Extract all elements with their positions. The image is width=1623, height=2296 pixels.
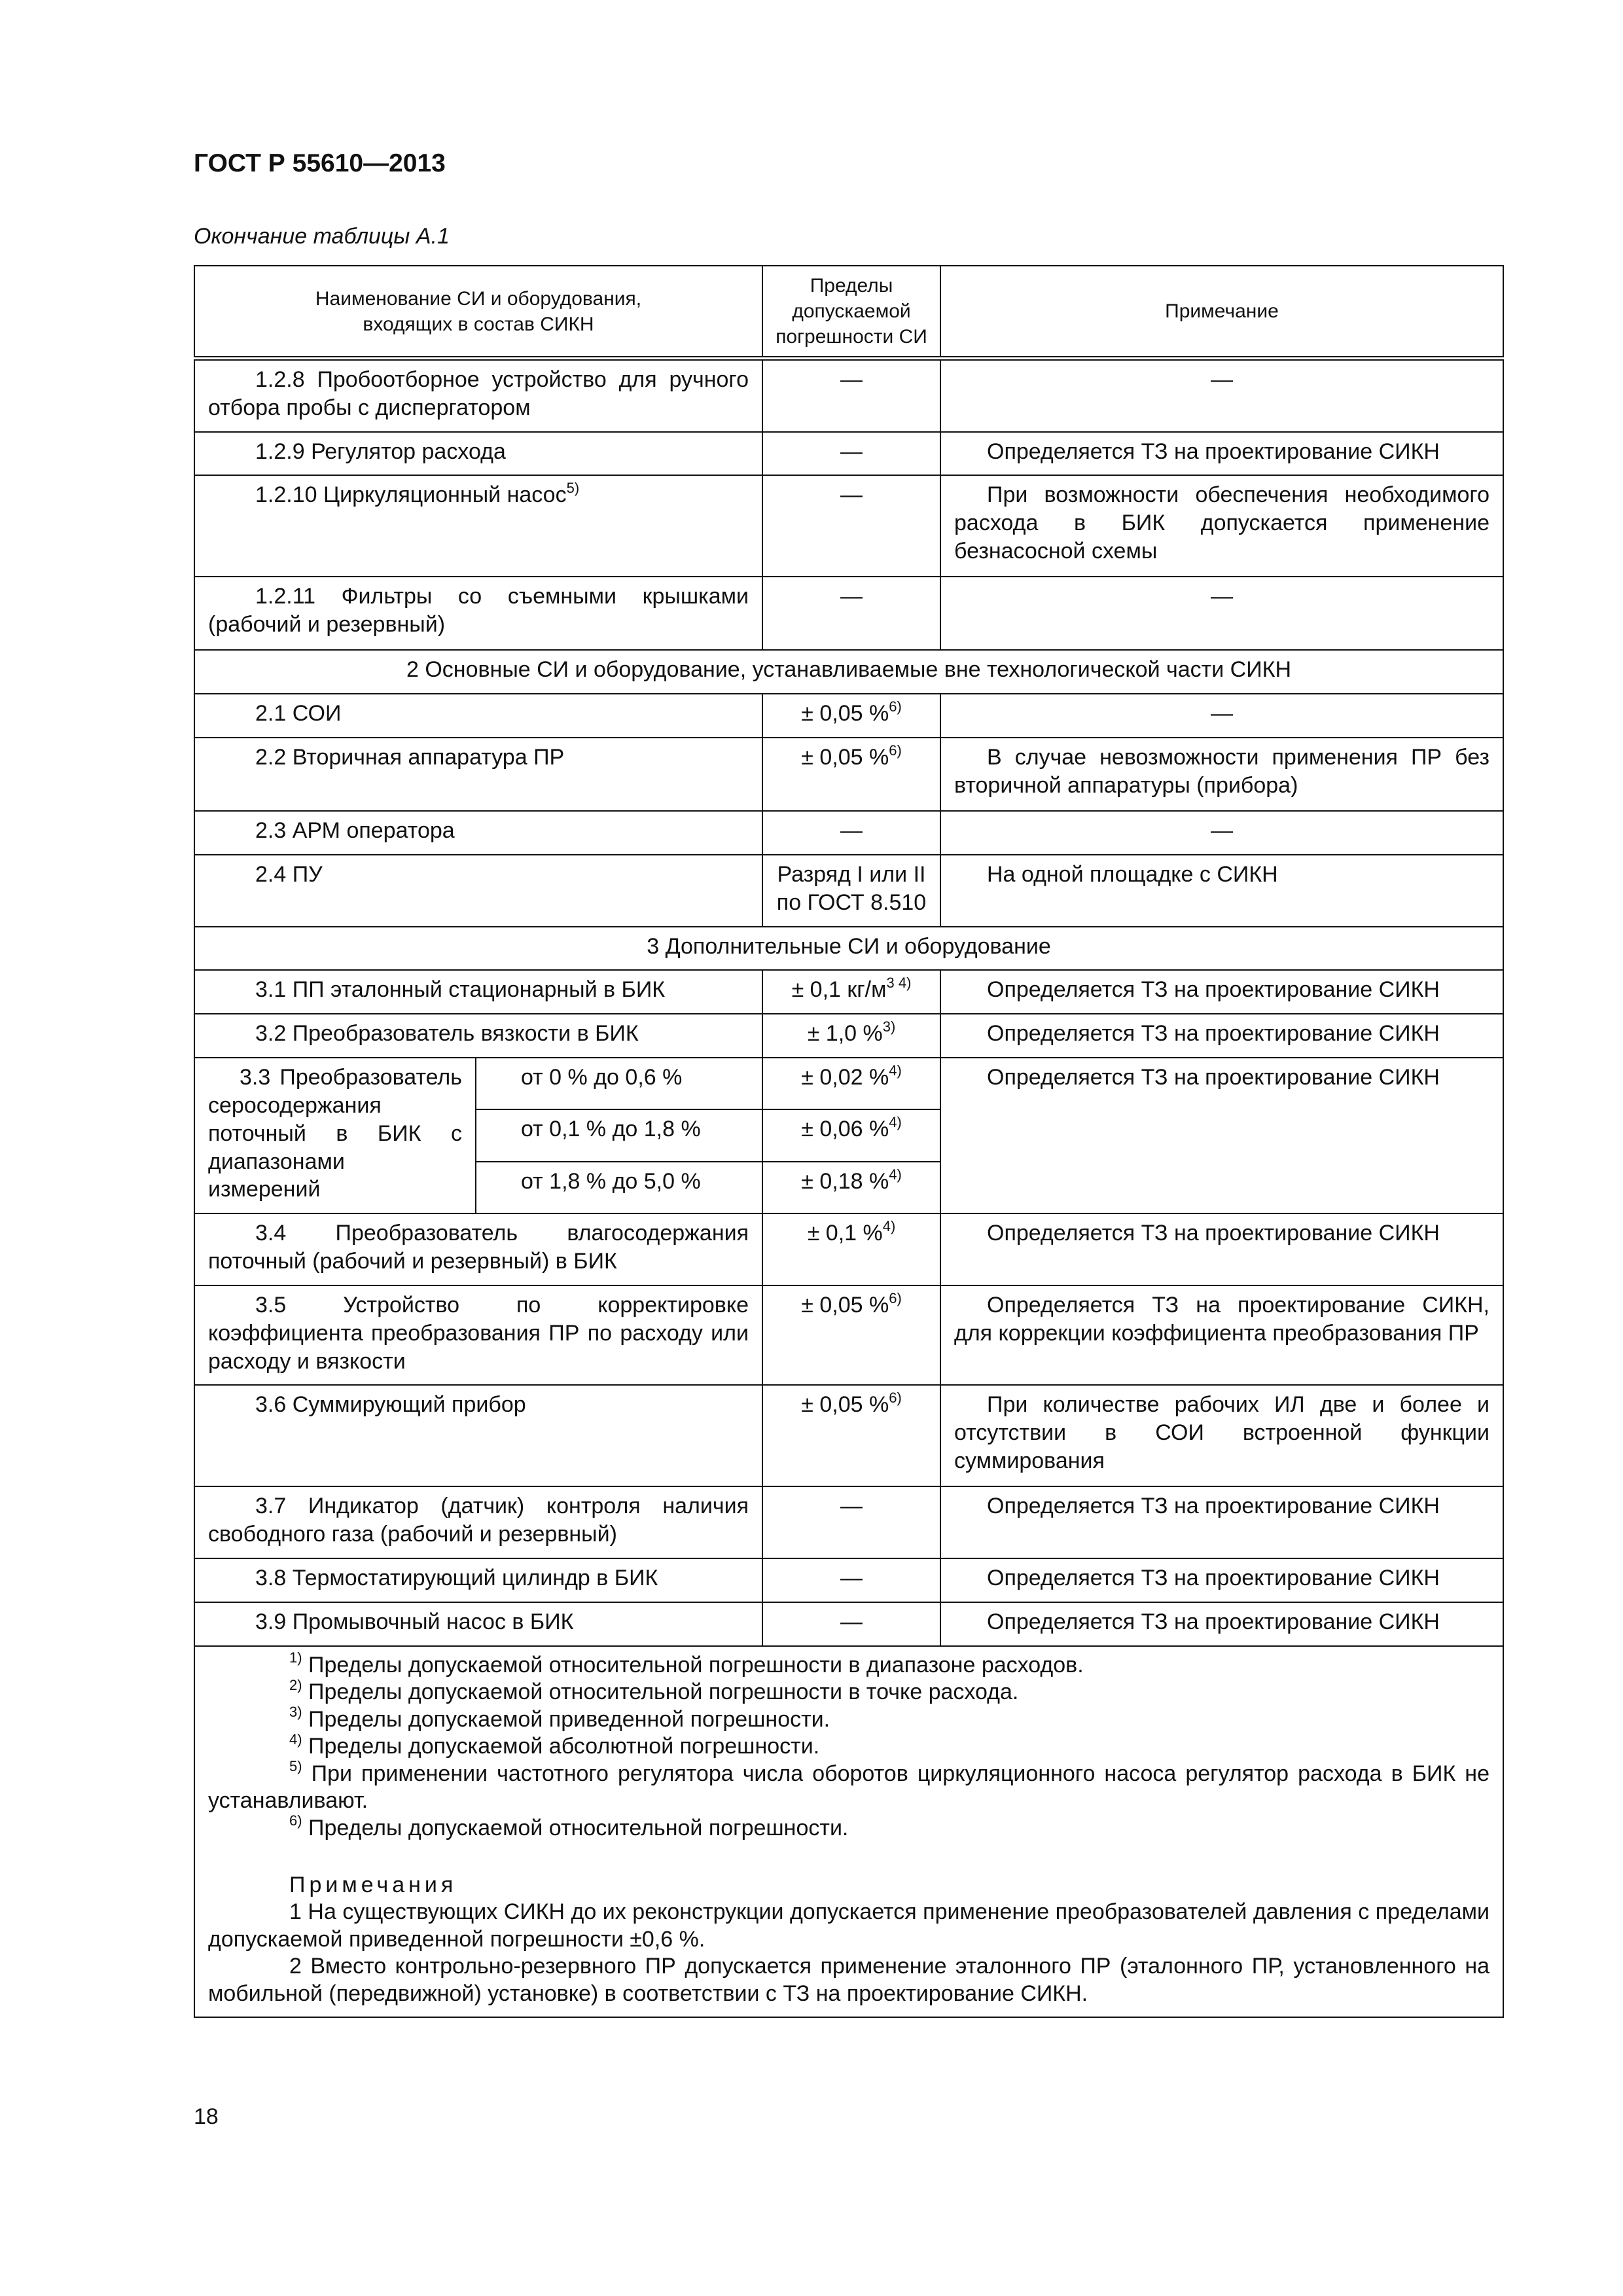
footnote-text: Пределы допускаемой абсолютной погрешности. [308, 1734, 820, 1759]
row-note: — [940, 577, 1503, 650]
table-row [194, 1602, 1503, 1646]
section-heading: 2 Основные СИ и оборудование, устанавливаемые вне технологической части СИКН [194, 650, 1503, 694]
table-row [194, 811, 1503, 855]
row-name: 3.1 ПП эталонный стационарный в БИК [194, 970, 762, 1014]
row-note: Определяется ТЗ на проектирование СИКН [940, 1014, 1503, 1058]
row-note: Определяется ТЗ на проектирование СИКН [940, 432, 1503, 476]
range-cell: от 0 % до 0,6 % [476, 1058, 762, 1109]
section-row [194, 927, 1503, 971]
row-note: Определяется ТЗ на проектирование СИКН [940, 1486, 1503, 1558]
footnote-text: Пределы допускаемой относительной погрешности в диапазоне расходов. [308, 1652, 1084, 1677]
table-row [194, 1014, 1503, 1058]
footnote [208, 1758, 1489, 1815]
row-note: — [940, 359, 1503, 432]
footnote-text: При применении частотного регулятора числа оборотов циркуляционного насоса регулятор расхода в БИК не устанавливают. [208, 1761, 1489, 1814]
section-heading: 3 Дополнительные СИ и оборудование [194, 927, 1503, 971]
table-row [194, 855, 1503, 927]
row-note: Определяется ТЗ на проектирование СИКН [940, 1558, 1503, 1602]
column-header-note: Примечание [940, 266, 1503, 359]
row-name: 1.2.9 Регулятор расхода [194, 432, 762, 476]
row-error: — [762, 1486, 940, 1558]
table-row [194, 577, 1503, 650]
footnote [208, 1676, 1489, 1706]
table-row [194, 432, 1503, 476]
row-error [762, 1058, 940, 1109]
table-row [194, 970, 1503, 1014]
note-paragraph: 1 На существующих СИКН до их реконструкции допускается применение преобразователей давления с пределами допускаемой приведенной погрешности ±0,6 %. [208, 1899, 1489, 1952]
footnote-mark: 6) [289, 1812, 302, 1829]
footnote-text: Пределы допускаемой относительной погрешности. [308, 1815, 849, 1840]
row-name: 2.1 СОИ [194, 694, 762, 738]
footnotes-row [194, 1646, 1503, 2018]
footnote-ref: 4) [889, 1062, 902, 1079]
row-note: В случае невозможности применения ПР без вторичной аппаратуры (прибора) [940, 738, 1503, 811]
column-header-error: Пределы допускаемой погрешности СИ [762, 266, 940, 359]
footnote [208, 1812, 1489, 1842]
row-name: 3.2 Преобразователь вязкости в БИК [194, 1014, 762, 1058]
footnote [208, 1733, 1489, 1760]
row-error-text: ± 0,1 % [807, 1221, 883, 1246]
footnote [208, 1706, 1489, 1733]
footnote-ref: 4) [882, 1217, 896, 1234]
row-name [194, 475, 762, 577]
page-number: 18 [194, 2104, 219, 2129]
row-name: 3.4 Преобразователь влагосодержания поточный (рабочий и резервный) в БИК [194, 1213, 762, 1285]
row-error [762, 738, 940, 811]
column-header-name: Наименование СИ и оборудования, входящих в состав СИКН [194, 266, 762, 359]
row-error: — [762, 1602, 940, 1646]
footnote-mark: 3) [289, 1704, 302, 1721]
row-name: 3.3 Преобразователь серосодержания поточный в БИК с диапазонами измерений [194, 1058, 476, 1213]
notes-title: Примечания [289, 1872, 457, 1897]
row-note: На одной площадке с СИКН [940, 855, 1503, 927]
document-number: ГОСТ Р 55610—2013 [194, 149, 446, 177]
row-error [762, 1162, 940, 1213]
row-name: 1.2.8 Пробоотборное устройство для ручного отбора пробы с диспергатором [194, 359, 762, 432]
row-name: 3.7 Индикатор (датчик) контроля наличия свободного газа (рабочий и резервный) [194, 1486, 762, 1558]
table-row [194, 475, 1503, 577]
row-error [762, 694, 940, 738]
range-cell: от 0,1 % до 1,8 % [476, 1109, 762, 1161]
row-error [762, 1014, 940, 1058]
row-error [762, 970, 940, 1014]
footnote-mark: 5) [289, 1758, 302, 1775]
row-note: — [940, 811, 1503, 855]
row-error [762, 1285, 940, 1385]
row-name: 3.5 Устройство по корректировке коэффициента преобразования ПР по расходу или расходу и вязкости [194, 1285, 762, 1385]
footnote-ref: 6) [889, 698, 902, 715]
table-caption: Окончание таблицы А.1 [194, 224, 450, 249]
table-row [194, 1385, 1503, 1486]
footnote-mark: 2) [289, 1676, 302, 1693]
footnote-ref: 6) [889, 1289, 902, 1306]
note-paragraph: 2 Вместо контрольно-резервного ПР допускается применение эталонного ПР (эталонного ПР, установленного на мобильной (передвижной) установке) в соответствии с ТЗ на проектирование СИКН. [208, 1954, 1489, 2006]
row-name: 2.4 ПУ [194, 855, 762, 927]
row-error-text: ± 0,02 % [801, 1065, 889, 1090]
row-error: — [762, 359, 940, 432]
table-header-row [194, 266, 1503, 359]
row-error-text: ± 0,05 % [801, 1292, 889, 1318]
footnote-ref: 4) [889, 1114, 902, 1131]
row-name: 3.6 Суммирующий прибор [194, 1385, 762, 1486]
row-error: — [762, 475, 940, 577]
footnote-ref: 4) [889, 1166, 902, 1183]
footnotes-cell [194, 1646, 1503, 2018]
footnote [208, 1649, 1489, 1679]
row-note: При возможности обеспечения необходимого расхода в БИК допускается применение безнасосной схемы [940, 475, 1503, 577]
row-error: — [762, 811, 940, 855]
row-note: Определяется ТЗ на проектирование СИКН, для коррекции коэффициента преобразования ПР [940, 1285, 1503, 1385]
row-note: Определяется ТЗ на проектирование СИКН [940, 1213, 1503, 1285]
row-name: 2.3 АРМ оператора [194, 811, 762, 855]
table-row [194, 1558, 1503, 1602]
row-name: 1.2.11 Фильтры со съемными крышками (рабочий и резервный) [194, 577, 762, 650]
table-row [194, 1058, 1503, 1109]
row-error [762, 1213, 940, 1285]
row-name: 3.9 Промывочный насос в БИК [194, 1602, 762, 1646]
equipment-table [194, 265, 1504, 2018]
row-error-text: ± 0,1 кг/м [791, 977, 887, 1003]
row-error-text: ± 1,0 % [807, 1021, 883, 1047]
row-error-text: ± 0,05 % [801, 745, 889, 770]
row-error-text: ± 0,05 % [801, 701, 889, 726]
footnote-mark: 4) [289, 1731, 302, 1748]
row-note: Определяется ТЗ на проектирование СИКН [940, 1602, 1503, 1646]
footnote-mark: 1) [289, 1649, 302, 1666]
row-error: Разряд I или II по ГОСТ 8.510 [762, 855, 940, 927]
range-cell: от 1,8 % до 5,0 % [476, 1162, 762, 1213]
table-row [194, 1285, 1503, 1385]
row-error [762, 1109, 940, 1161]
table-row [194, 738, 1503, 811]
row-name-text: 1.2.10 Циркуляционный насос [255, 482, 567, 508]
row-name: 3.8 Термостатирующий цилиндр в БИК [194, 1558, 762, 1602]
row-error-text: ± 0,05 % [801, 1392, 889, 1418]
row-error: — [762, 1558, 940, 1602]
footnote-ref: 3) [882, 1018, 896, 1035]
footnote-ref: 5) [566, 480, 580, 497]
table-row [194, 1486, 1503, 1558]
table-row [194, 1213, 1503, 1285]
row-error: — [762, 577, 940, 650]
footnote-text: Пределы допускаемой относительной погрешности в точке расхода. [308, 1679, 1019, 1705]
row-note: — [940, 694, 1503, 738]
row-error [762, 1385, 940, 1486]
table-row [194, 694, 1503, 738]
row-error: — [762, 432, 940, 476]
row-name: 2.2 Вторичная аппаратура ПР [194, 738, 762, 811]
row-error-text: ± 0,06 % [801, 1117, 889, 1142]
row-note: Определяется ТЗ на проектирование СИКН [940, 1058, 1503, 1213]
table-row [194, 359, 1503, 432]
row-note: Определяется ТЗ на проектирование СИКН [940, 970, 1503, 1014]
footnote-ref: 3 4) [886, 975, 912, 992]
section-row [194, 650, 1503, 694]
row-error-text: ± 0,18 % [801, 1168, 889, 1194]
footnote-ref: 6) [889, 1390, 902, 1407]
row-note: При количестве рабочих ИЛ две и более и отсутствии в СОИ встроенной функции суммирования [940, 1385, 1503, 1486]
footnote-text: Пределы допускаемой приведенной погрешности. [308, 1706, 830, 1732]
footnote-ref: 6) [889, 742, 902, 759]
